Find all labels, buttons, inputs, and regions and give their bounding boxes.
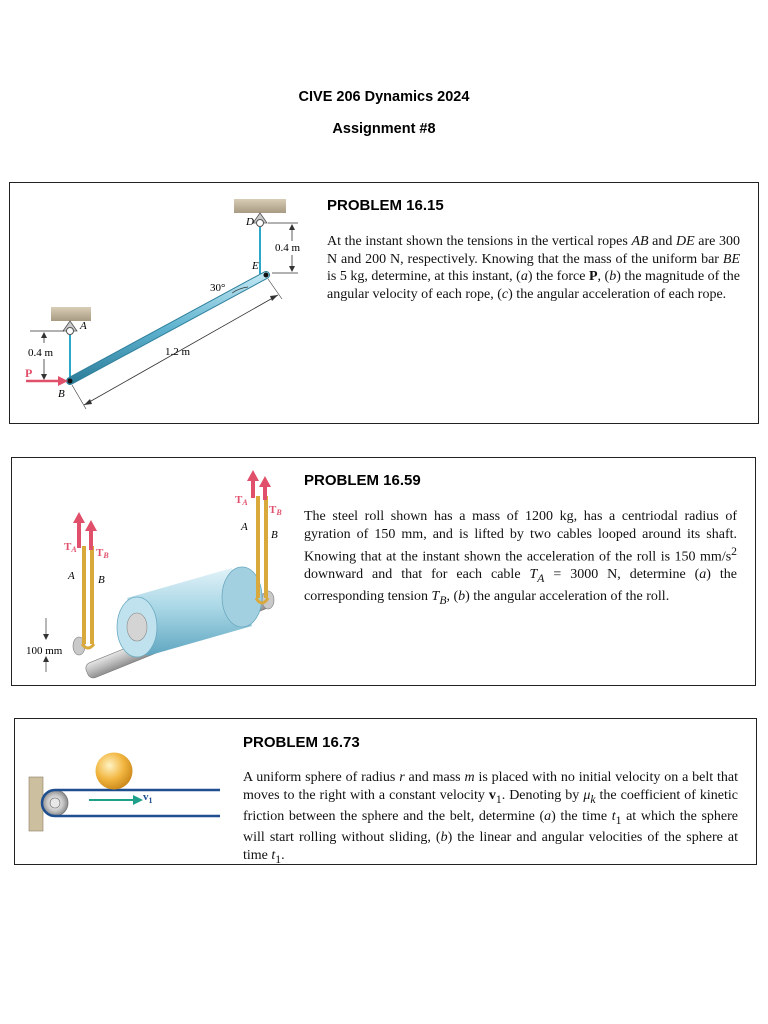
assignment-title: Assignment #8	[332, 121, 436, 137]
label-ta-left: TA	[64, 541, 77, 554]
label-tb-left: TB	[96, 547, 109, 560]
dim-left-label: 0.4 m	[28, 347, 54, 359]
bar-be	[70, 275, 266, 381]
dim-100mm-label: 100 mm	[26, 645, 63, 657]
problem-16-15-title: PROBLEM 16.15	[327, 197, 444, 214]
dim-top-label: 0.4 m	[275, 242, 301, 254]
problem-16-15-text: At the instant shown the tensions in the vertical ropes AB and DE are 300 N and 200 N, respectively. Knowing that the mass of the uniform bar BE is 5 kg, determine, at this instant, (a) the force P, (b) the magnitude of the angular velocity of each rope, (c) the angular acceleration of each rope.	[327, 234, 740, 302]
sphere	[96, 753, 133, 790]
course-title: CIVE 206 Dynamics 2024	[298, 89, 470, 105]
problem-16-15-box	[9, 182, 759, 424]
problem-16-15-text-data	[327, 233, 328, 234]
problem-16-73-text-data	[243, 769, 244, 770]
label-a-right: A	[241, 521, 248, 533]
label-b-right: B	[271, 529, 278, 541]
bar-ropes-figure	[10, 183, 328, 423]
label-a-left: A	[68, 570, 75, 582]
problem-16-59-text-data	[304, 508, 305, 509]
problem-16-73-title: PROBLEM 16.73	[243, 734, 360, 751]
label-tb-right: TB	[269, 504, 282, 517]
velocity-label: $v_1$	[143, 791, 153, 805]
problem-16-59-title: PROBLEM 16.59	[304, 472, 421, 489]
problem-16-73-box	[14, 718, 757, 865]
steel-roll-figure	[12, 458, 302, 684]
angle-label: 30°	[210, 282, 226, 294]
sphere-belt-figure	[15, 719, 240, 864]
label-ta-right: TA	[235, 494, 248, 507]
label-b-left: B	[98, 574, 105, 586]
force-p-label: P	[25, 366, 33, 380]
label-d: D	[246, 216, 254, 228]
dim-bar-label: 1.2 m	[165, 346, 191, 358]
label-e: E	[252, 260, 259, 272]
ceiling-support-a	[51, 307, 91, 321]
label-b: B	[58, 388, 65, 400]
problem-16-59-text: The steel roll shown has a mass of 1200 kg, has a centriodal radius of gyration of 150 mm, and is lifted by two cables looped around its shaft. Knowing that at the instant shown the acceleration of the roll is 150 $mm/s^2$ downward and that for each cable $T_A = 3000$ N, determine (a) the corresponding tension $T_B$, (b) the angular acceleration of the roll.	[304, 509, 737, 607]
problem-16-59-box	[11, 457, 756, 686]
label-a: A	[80, 320, 87, 332]
problem-16-73-text: A uniform sphere of radius r and mass m is placed with no initial velocity on a belt that moves to the right with a constant velocity $v_1$. Denoting by $\mu_k$ the coefficient of kinetic friction between the sphere and the belt, determine (a) the time $t_1$ at which the sphere will start rolling without sliding, (b) the linear and angular velocities of the sphere at time $t_1$.	[243, 770, 739, 866]
ceiling-support-d	[234, 199, 286, 213]
